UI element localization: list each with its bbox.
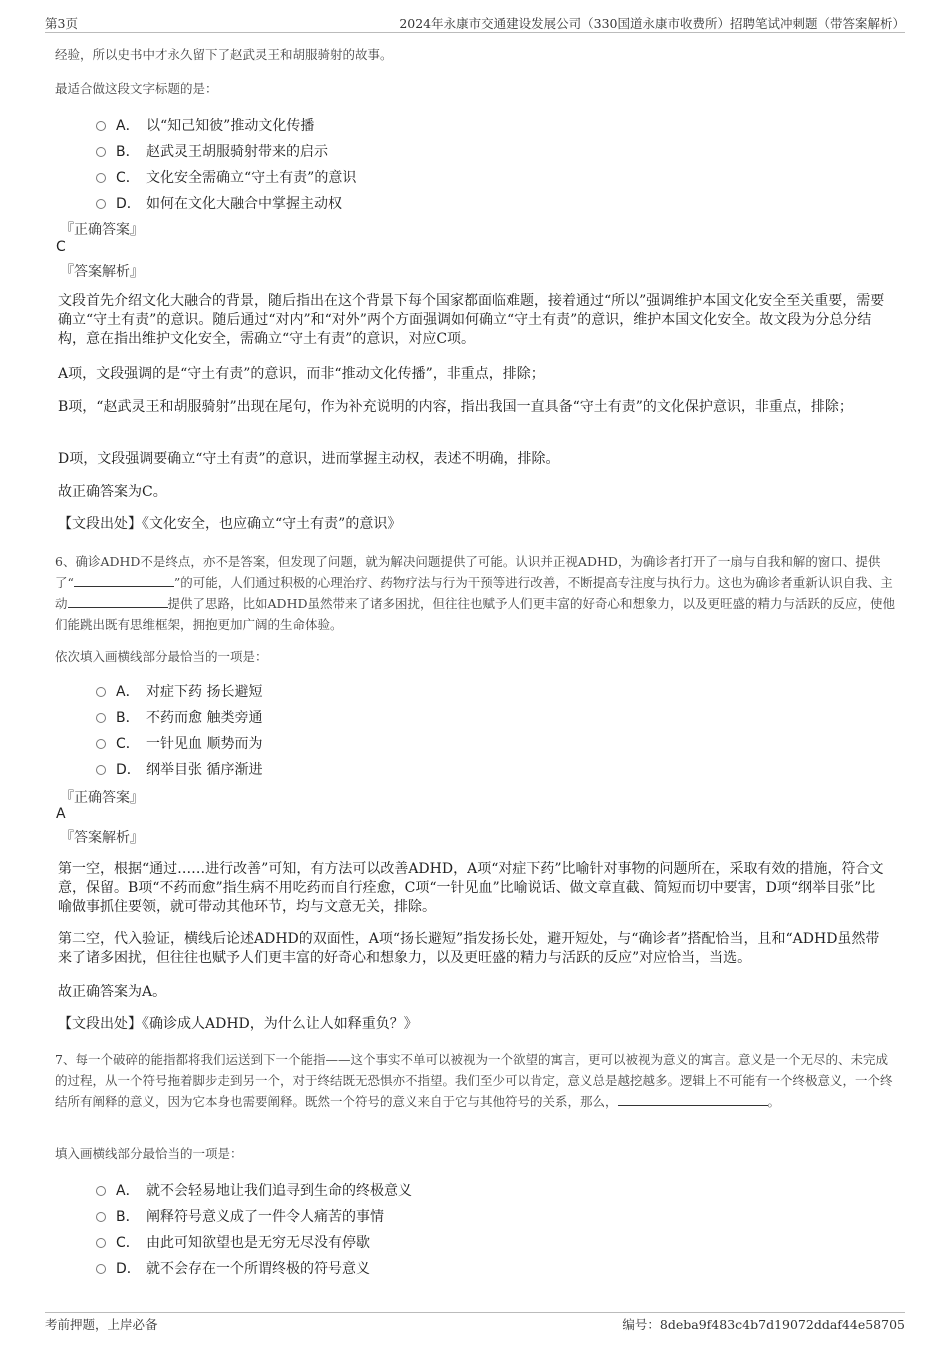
q6-stem: 6、确诊ADHD不是终点，亦不是答案，但发现了问题，就为解决问题提供了可能。认识并正视ADHD，为确诊者打开了一扇与自我和解的窗口、提供了“ ”的可能，人们通过积极的心理治疗、药物疗法与行为干预等进行改善，不断提高专注度与执行力。这也为确诊者重新认识自我、主动 提供了思路，比如ADHD虽然带来了诸多困扰，但往往也赋予人们更丰富的好奇心和想象力，以及更旺盛的精力与活跃的反应，使他们能跳出既有思维框架，拥抱更加广阔的生命体验。 xyxy=(55,554,895,632)
radio-icon[interactable] xyxy=(96,713,106,723)
q5-analysis-para: 故正确答案为C。 xyxy=(58,484,167,500)
document-id: 编号：8deba9f483c4b7d19072ddaf44e58705 xyxy=(622,1317,905,1332)
radio-icon[interactable] xyxy=(96,1212,106,1222)
radio-icon[interactable] xyxy=(96,1186,106,1196)
q5-analysis-para: D项，文段强调要确立“守土有责”的意识，进而掌握主动权，表述不明确，排除。 xyxy=(58,451,560,467)
fill-blank xyxy=(74,574,174,587)
radio-icon[interactable] xyxy=(96,121,106,131)
q5-analysis-para: B项，“赵武灵王和胡服骑射”出现在尾句，作为补充说明的内容，指出我国一直具备“守土有责”的文化保护意识，非重点，排除； xyxy=(58,399,853,415)
radio-icon[interactable] xyxy=(96,199,106,209)
q6-analysis-para: 故正确答案为A。 xyxy=(58,984,167,1000)
page-number: 第3页 xyxy=(45,16,78,31)
q7-prompt: 填入画横线部分最恰当的一项是： xyxy=(55,1146,243,1161)
q6-option-b[interactable]: B． 不药而愈 触类旁通 xyxy=(96,707,262,727)
q6-analysis-label: 『答案解析』 xyxy=(60,830,144,846)
q7-stem: 7、每一个破碎的能指都将我们运送到下一个能指——这个事实不单可以被视为一个欲望的寓言，更可以被视为意义的寓言。意义是一个无尽的、未完成的过程，从一个符号拖着脚步走到另一个，对于终结既无恐惧亦不指望。我们至少可以肯定，意义总是越挖越多。逻辑上不可能有一个终极意义，一个终结所有阐释的意义，因为它本身也需要阐释。既然一个符号的意义来自于它与其他符号的关系，那么， 。 xyxy=(55,1052,893,1109)
radio-icon[interactable] xyxy=(96,147,106,157)
q7-option-a[interactable]: A． 就不会轻易地让我们追寻到生命的终极意义 xyxy=(96,1180,412,1200)
q6-prompt: 依次填入画横线部分最恰当的一项是： xyxy=(55,649,268,664)
q5-option-a[interactable]: A． 以“知己知彼”推动文化传播 xyxy=(96,115,314,135)
radio-icon[interactable] xyxy=(96,1264,106,1274)
radio-icon[interactable] xyxy=(96,765,106,775)
q6-answer-label: 『正确答案』 xyxy=(60,790,144,806)
q5-stem-continuation: 经验，所以史书中才永久留下了赵武灵王和胡服骑射的故事。 xyxy=(55,47,393,62)
q5-answer-label: 『正确答案』 xyxy=(60,222,144,238)
fill-blank xyxy=(68,595,168,608)
q6-source: 【文段出处】《确诊成人ADHD，为什么让人如释重负？》 xyxy=(58,1016,418,1032)
q5-option-b[interactable]: B． 赵武灵王胡服骑射带来的启示 xyxy=(96,141,328,161)
q6-answer: A xyxy=(56,806,66,822)
footer-slogan: 考前押题，上岸必备 xyxy=(45,1317,158,1332)
radio-icon[interactable] xyxy=(96,173,106,183)
q6-analysis-para: 第一空，根据“通过……进行改善”可知，有方法可以改善ADHD，A项“对症下药”比喻针对事物的问题所在，采取有效的措施，符合文意，保留。B项“不药而愈”指生病不用吃药而自行痊愈，C项“一针见血”比喻说话、做文章直截、简短而切中要害，D项“纲举目张”比喻做事抓住要领，就可带动其他环节，均与文意无关，排除。 xyxy=(58,861,884,915)
q7-option-b[interactable]: B． 阐释符号意义成了一件令人痛苦的事情 xyxy=(96,1206,384,1226)
q5-source: 【文段出处】《文化安全，也应确立“守土有责”的意识》 xyxy=(58,516,402,532)
page-footer xyxy=(45,1312,905,1332)
q5-option-c[interactable]: C． 文化安全需确立“守土有责”的意识 xyxy=(96,167,356,187)
q5-answer: C xyxy=(56,239,66,255)
page-header xyxy=(45,12,905,33)
q5-analysis-para: A项，文段强调的是“守土有责”的意识，而非“推动文化传播”，非重点，排除； xyxy=(58,366,545,382)
q7-option-c[interactable]: C． 由此可知欲望也是无穷无尽没有停歇 xyxy=(96,1232,370,1252)
radio-icon[interactable] xyxy=(96,739,106,749)
q6-option-c[interactable]: C． 一针见血 顺势而为 xyxy=(96,733,262,753)
q5-analysis-para: 文段首先介绍文化大融合的背景，随后指出在这个背景下每个国家都面临难题，接着通过“所以”强调维护本国文化安全至关重要，需要确立“守土有责”的意识。随后通过“对内”和“对外”两个方面强调如何确立“守土有责”的意识，维护本国文化安全。故文段为分总分结构，意在指出维护文化安全，需确立“守土有责”的意识，对应C项。 xyxy=(58,293,885,347)
q5-analysis-label: 『答案解析』 xyxy=(60,264,144,280)
document-title: 2024年永康市交通建设发展公司（330国道永康市收费所）招聘笔试冲刺题（带答案解析） xyxy=(399,16,905,31)
q6-option-a[interactable]: A． 对症下药 扬长避短 xyxy=(96,681,262,701)
q5-prompt: 最适合做这段文字标题的是： xyxy=(55,81,218,96)
q6-option-d[interactable]: D． 纲举目张 循序渐进 xyxy=(96,759,262,779)
radio-icon[interactable] xyxy=(96,687,106,697)
q5-option-d[interactable]: D． 如何在文化大融合中掌握主动权 xyxy=(96,193,342,213)
fill-blank xyxy=(618,1093,768,1106)
q6-analysis-para: 第二空，代入验证，横线后论述ADHD的双面性，A项“扬长避短”指发扬长处，避开短处，与“确诊者”搭配恰当，且和“ADHD虽然带来了诸多困扰，但往往也赋予人们更丰富的好奇心和想象力，以及更旺盛的精力与活跃的反应”对应恰当，当选。 xyxy=(58,931,880,966)
q7-option-d[interactable]: D． 就不会存在一个所谓终极的符号意义 xyxy=(96,1258,370,1278)
radio-icon[interactable] xyxy=(96,1238,106,1248)
